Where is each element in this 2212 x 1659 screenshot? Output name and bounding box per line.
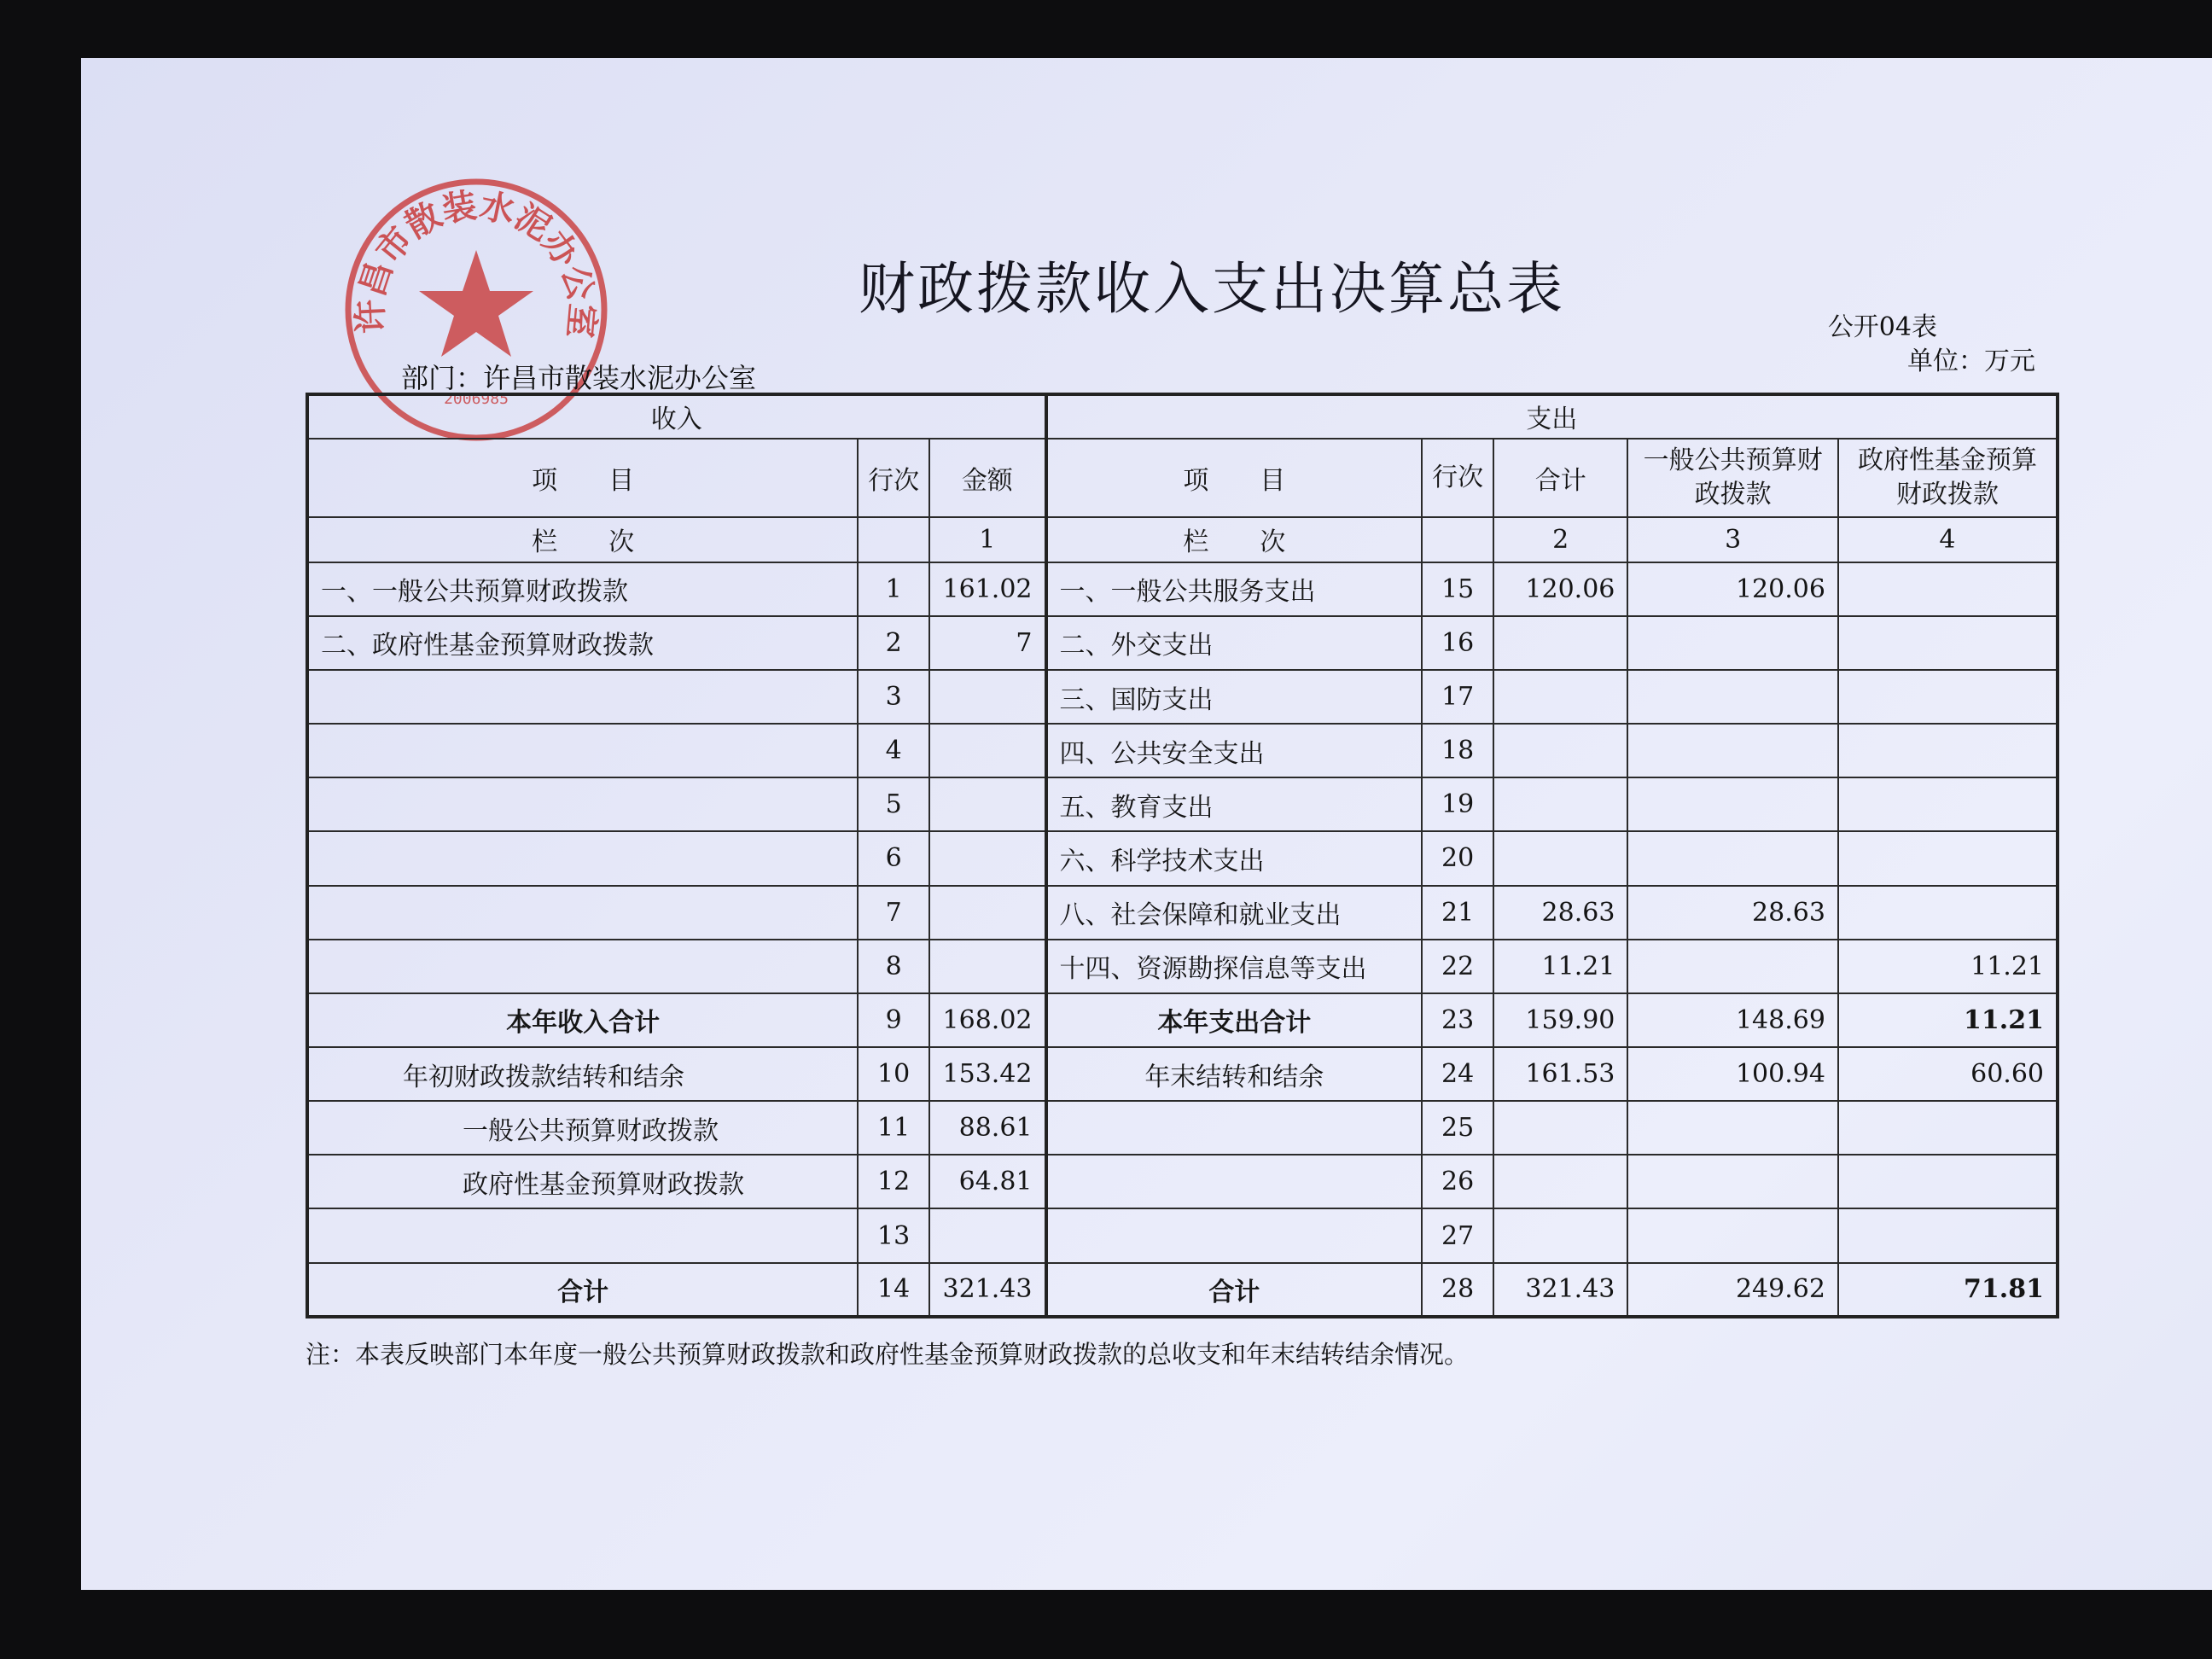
table-row	[307, 724, 2058, 777]
table-row	[307, 886, 2058, 940]
income-amount-cell	[929, 831, 1045, 885]
income-col1-index: 1	[929, 517, 1045, 562]
expense-total-cell	[1493, 724, 1627, 777]
income-item-cell: 一、一般公共预算财政拨款	[307, 562, 858, 616]
table-row	[307, 831, 2058, 885]
income-amount-cell: 88.61	[929, 1101, 1045, 1155]
expense-line-cell: 25	[1422, 1101, 1493, 1155]
gov-fund-header: 政府性基金预算财政拨款	[1838, 439, 2058, 517]
income-item-cell	[307, 1208, 858, 1262]
section-header-row	[307, 394, 2058, 439]
expense-line-cell: 15	[1422, 562, 1493, 616]
general-budget-cell	[1627, 616, 1838, 670]
general-budget-cell	[1627, 1208, 1838, 1262]
income-header: 收入	[307, 394, 1046, 439]
income-amount-cell	[929, 886, 1045, 940]
income-amount-cell	[929, 1208, 1045, 1262]
column-header-row	[307, 439, 2058, 517]
col3-index: 3	[1627, 517, 1838, 562]
general-budget-cell	[1627, 724, 1838, 777]
income-amount-cell	[929, 940, 1045, 993]
expense-item-cell: 十四、资源勘探信息等支出	[1046, 940, 1423, 993]
expense-line-cell: 21	[1422, 886, 1493, 940]
gov-fund-cell: 11.21	[1838, 940, 2058, 993]
expense-column-label: 栏 次	[1046, 517, 1423, 562]
income-item-cell: 二、政府性基金预算财政拨款	[307, 616, 858, 670]
expense-line-cell: 17	[1422, 670, 1493, 724]
footnote: 注：本表反映部门本年度一般公共预算财政拨款和政府性基金预算财政拨款的总收支和年末结转结余情况。	[306, 1340, 1470, 1369]
col4-index: 4	[1838, 517, 2058, 562]
expense-total-cell: 28.63	[1493, 886, 1627, 940]
income-line-cell: 3	[858, 670, 929, 724]
table-row	[307, 670, 2058, 724]
general-budget-cell: 148.69	[1627, 993, 1838, 1047]
table-row	[307, 616, 2058, 670]
income-item-cell: 本年收入合计	[307, 993, 858, 1047]
income-column-label: 栏 次	[307, 517, 858, 562]
income-item-cell: 一般公共预算财政拨款	[307, 1101, 858, 1155]
gov-fund-cell	[1838, 1101, 2058, 1155]
seal-number: 2006985	[444, 390, 509, 408]
income-line-cell: 11	[858, 1101, 929, 1155]
star-icon	[419, 250, 533, 357]
gov-fund-cell	[1838, 670, 2058, 724]
income-item-cell	[307, 886, 858, 940]
expense-total-cell: 11.21	[1493, 940, 1627, 993]
income-amount-cell	[929, 777, 1045, 831]
expense-line-cell: 16	[1422, 616, 1493, 670]
expense-total-cell: 159.90	[1493, 993, 1627, 1047]
income-amount-cell	[929, 670, 1045, 724]
general-budget-cell	[1627, 777, 1838, 831]
income-item-cell: 合计	[307, 1263, 858, 1317]
gov-fund-cell: 60.60	[1838, 1047, 2058, 1101]
expense-line-cell: 18	[1422, 724, 1493, 777]
gov-fund-cell: 71.81	[1838, 1263, 2058, 1317]
income-line-cell: 2	[858, 616, 929, 670]
table-row	[307, 562, 2058, 616]
income-amount-cell: 321.43	[929, 1263, 1045, 1317]
expense-item-cell: 六、科学技术支出	[1046, 831, 1423, 885]
table-row	[307, 1047, 2058, 1101]
seal-text: 许昌市散装水泥办公室	[350, 184, 603, 340]
expense-line-header: 行次	[1422, 439, 1493, 517]
expense-line-cell: 19	[1422, 777, 1493, 831]
general-budget-cell	[1627, 1155, 1838, 1208]
expense-line-cell: 27	[1422, 1208, 1493, 1262]
table-row	[307, 1208, 2058, 1262]
expense-line-index	[1422, 517, 1493, 562]
expense-line-cell: 20	[1422, 831, 1493, 885]
financial-table	[306, 393, 2059, 1318]
expense-total-cell	[1493, 1101, 1627, 1155]
income-amount-cell: 7	[929, 616, 1045, 670]
income-line-cell: 4	[858, 724, 929, 777]
income-item-cell	[307, 831, 858, 885]
general-budget-cell	[1627, 1101, 1838, 1155]
income-amount-cell: 153.42	[929, 1047, 1045, 1101]
income-line-cell: 13	[858, 1208, 929, 1262]
expense-item-cell	[1046, 1208, 1423, 1262]
gov-fund-cell	[1838, 831, 2058, 885]
gov-fund-cell	[1838, 886, 2058, 940]
gov-fund-cell	[1838, 777, 2058, 831]
expense-header: 支出	[1046, 394, 2058, 439]
general-budget-cell	[1627, 670, 1838, 724]
gov-fund-cell	[1838, 1155, 2058, 1208]
unit-label: 单位：万元	[1907, 346, 2035, 376]
col2-index: 2	[1493, 517, 1627, 562]
income-line-cell: 6	[858, 831, 929, 885]
gov-fund-cell: 11.21	[1838, 993, 2058, 1047]
expense-total-cell: 321.43	[1493, 1263, 1627, 1317]
expense-total-cell	[1493, 1208, 1627, 1262]
income-item-cell: 年初财政拨款结转和结余	[307, 1047, 858, 1101]
income-amount-cell: 64.81	[929, 1155, 1045, 1208]
expense-item-cell: 本年支出合计	[1046, 993, 1423, 1047]
general-budget-cell: 249.62	[1627, 1263, 1838, 1317]
table-row	[307, 940, 2058, 993]
expense-total-cell	[1493, 777, 1627, 831]
table-row	[307, 993, 2058, 1047]
expense-total-cell	[1493, 1155, 1627, 1208]
column-index-row	[307, 517, 2058, 562]
general-budget-cell	[1627, 940, 1838, 993]
expense-total-cell	[1493, 616, 1627, 670]
expense-line-cell: 23	[1422, 993, 1493, 1047]
income-amount-cell: 168.02	[929, 993, 1045, 1047]
income-line-header: 行次	[858, 439, 929, 517]
income-line-cell: 8	[858, 940, 929, 993]
general-budget-cell: 100.94	[1627, 1047, 1838, 1101]
expense-total-cell: 161.53	[1493, 1047, 1627, 1101]
expense-item-cell: 五、教育支出	[1046, 777, 1423, 831]
expense-line-cell: 28	[1422, 1263, 1493, 1317]
income-line-cell: 10	[858, 1047, 929, 1101]
income-amount-header: 金额	[929, 439, 1045, 517]
expense-item-cell	[1046, 1155, 1423, 1208]
income-line-cell: 12	[858, 1155, 929, 1208]
income-item-cell	[307, 724, 858, 777]
expense-total-cell	[1493, 831, 1627, 885]
table-row	[307, 1263, 2058, 1317]
general-budget-cell: 120.06	[1627, 562, 1838, 616]
expense-total-cell: 120.06	[1493, 562, 1627, 616]
expense-item-header: 项 目	[1046, 439, 1423, 517]
expense-item-cell: 二、外交支出	[1046, 616, 1423, 670]
expense-line-cell: 22	[1422, 940, 1493, 993]
income-item-header: 项 目	[307, 439, 858, 517]
income-item-cell	[307, 777, 858, 831]
expense-item-cell	[1046, 1101, 1423, 1155]
expense-total-cell	[1493, 670, 1627, 724]
form-number: 公开04表	[1827, 312, 1937, 342]
expense-item-cell: 合计	[1046, 1263, 1423, 1317]
income-item-cell	[307, 670, 858, 724]
income-amount-cell	[929, 724, 1045, 777]
income-line-cell: 14	[858, 1263, 929, 1317]
table-row	[307, 1155, 2058, 1208]
gov-fund-cell	[1838, 1208, 2058, 1262]
expense-item-cell: 一、一般公共服务支出	[1046, 562, 1423, 616]
income-line-cell: 7	[858, 886, 929, 940]
income-line-cell: 1	[858, 562, 929, 616]
general-budget-cell	[1627, 831, 1838, 885]
expense-total-header: 合计	[1493, 439, 1627, 517]
table-row	[307, 1101, 2058, 1155]
expense-line-cell: 26	[1422, 1155, 1493, 1208]
expense-line-cell: 24	[1422, 1047, 1493, 1101]
page-title: 财政拨款收入支出决算总表	[859, 256, 1565, 322]
expense-item-cell: 年末结转和结余	[1046, 1047, 1423, 1101]
department-label: 部门：许昌市散装水泥办公室	[401, 362, 757, 394]
income-line-cell: 5	[858, 777, 929, 831]
gov-fund-cell	[1838, 616, 2058, 670]
income-item-cell: 政府性基金预算财政拨款	[307, 1155, 858, 1208]
expense-item-cell: 三、国防支出	[1046, 670, 1423, 724]
general-budget-header: 一般公共预算财政拨款	[1627, 439, 1838, 517]
expense-item-cell: 八、社会保障和就业支出	[1046, 886, 1423, 940]
income-item-cell	[307, 940, 858, 993]
income-amount-cell: 161.02	[929, 562, 1045, 616]
general-budget-cell: 28.63	[1627, 886, 1838, 940]
gov-fund-cell	[1838, 724, 2058, 777]
income-line-cell: 9	[858, 993, 929, 1047]
expense-item-cell: 四、公共安全支出	[1046, 724, 1423, 777]
table-row	[307, 777, 2058, 831]
gov-fund-cell	[1838, 562, 2058, 616]
income-line-index	[858, 517, 929, 562]
